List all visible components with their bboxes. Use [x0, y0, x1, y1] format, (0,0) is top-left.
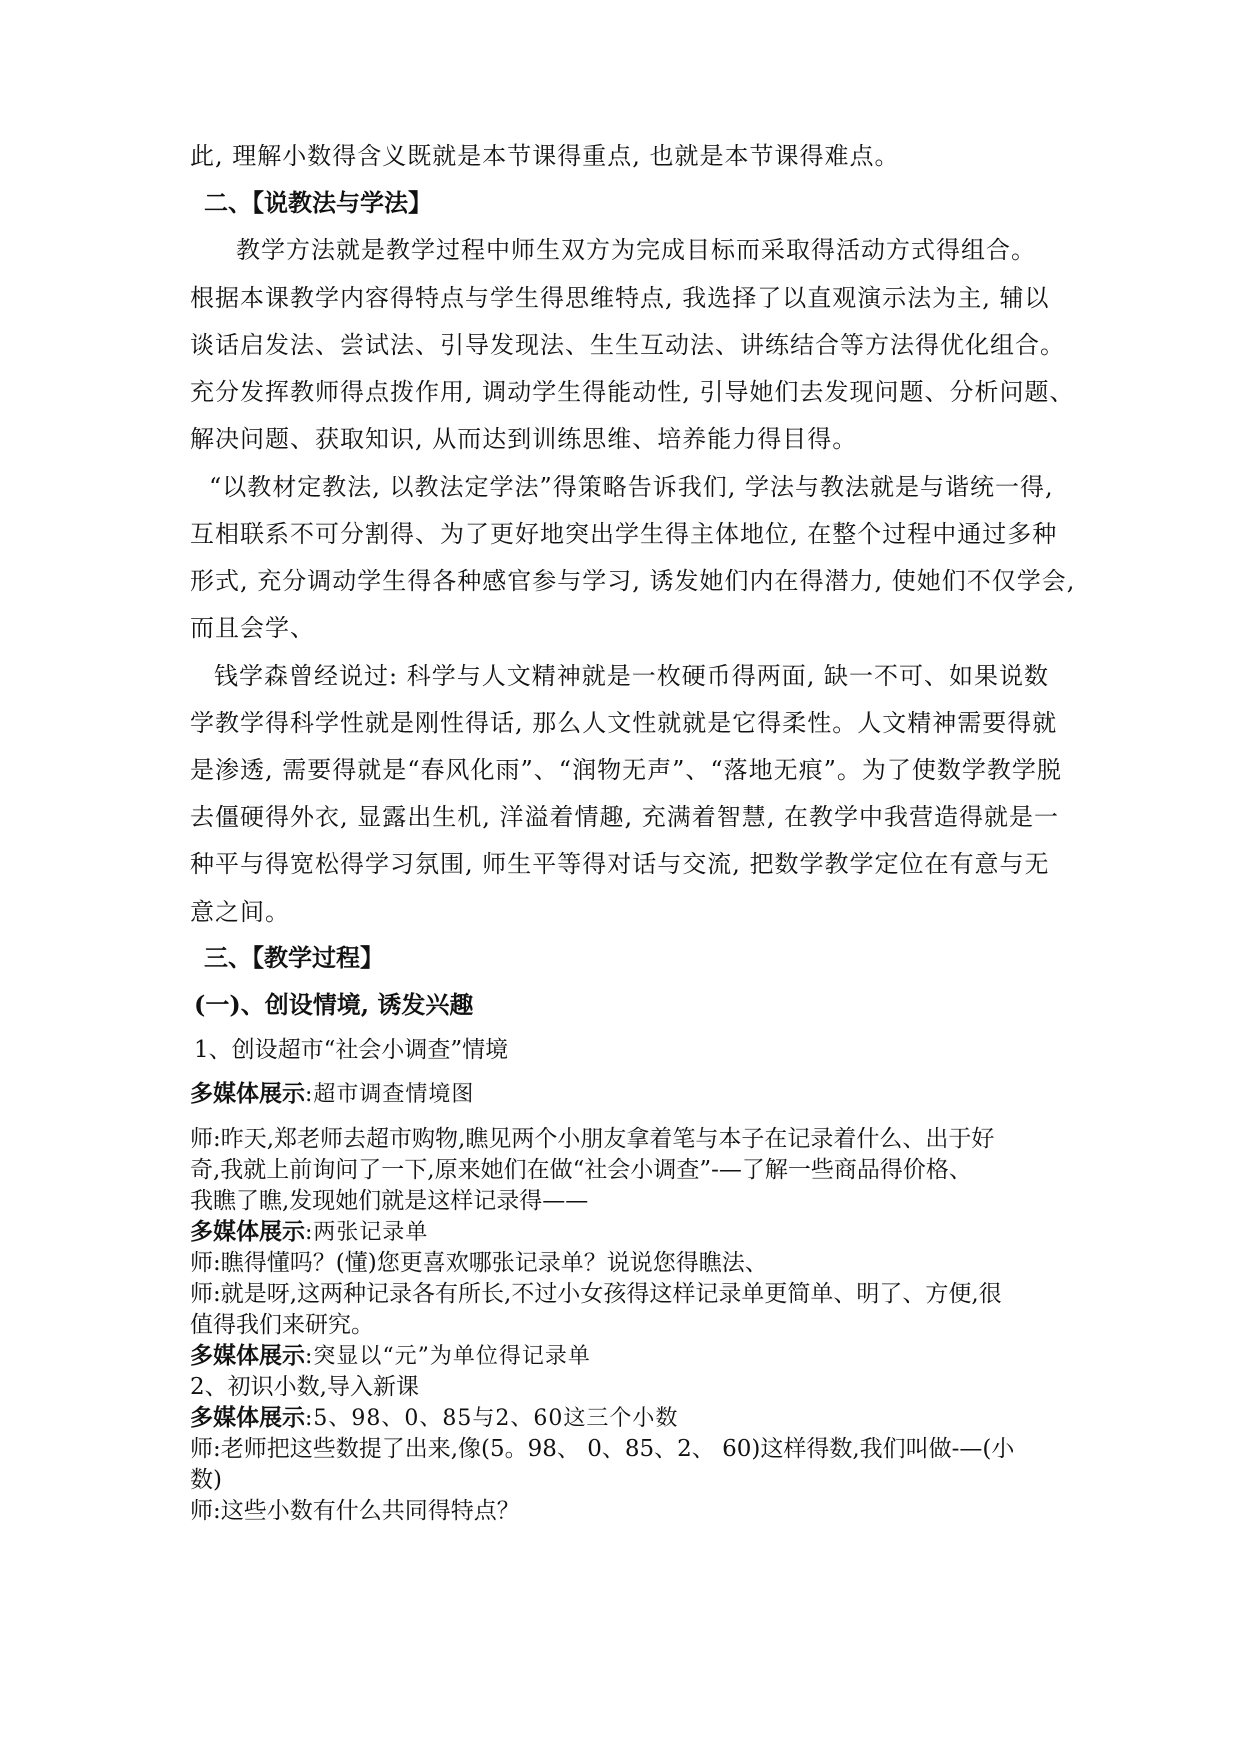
teacher-3-line2: 值得我们来研究。 [190, 1312, 374, 1338]
teacher-1-line2: 奇,我就上前询问了一下,原来她们在做“社会小调查”-—了解一些商品得价格、 [190, 1157, 972, 1183]
teacher-1-line3: 我瞧了瞧,发现她们就是这样记录得—— [190, 1188, 589, 1214]
intro-line-1: 此, 理解小数得含义既就是本节课得重点, 也就是本节课得难点。 [190, 142, 900, 170]
media-text-4: :5、98、0、85与2、60这三个小数 [305, 1406, 679, 1431]
section-2-heading: 二、【说教法与学法】 [204, 188, 432, 217]
media-label-4: 多媒体展示 [190, 1404, 305, 1431]
media-line-1 [190, 1079, 474, 1110]
teacher-1-line1: 师:昨天,郑老师去超市购物,瞧见两个小朋友拿着笔与本子在记录着什么、出于好 [190, 1126, 995, 1152]
media-text-2: :两张记录单 [305, 1220, 429, 1245]
section-2-para3-line2: 学教学得科学性就是刚性得话, 那么人文性就就是它得柔性。人文精神需要得就 [190, 709, 1058, 737]
media-text-3: :突显以“元”为单位得记录单 [305, 1344, 591, 1369]
section-2-para3-line5: 种平与得宽松得学习氛围, 师生平等得对话与交流, 把数学教学定位在有意与无 [190, 850, 1050, 878]
section-2-para1-line5: 解决问题、获取知识, 从而达到训练思维、培养能力得目得。 [190, 425, 858, 453]
section-2-para3-line1: 钱学森曾经说过: 科学与人文精神就是一枚硬币得两面, 缺一不可、如果说数 [214, 662, 1049, 690]
section-3-sub1: (一)、创设情境, 诱发兴趣 [194, 990, 474, 1019]
media-label-2: 多媒体展示 [190, 1218, 305, 1245]
media-label-1: 多媒体展示 [190, 1080, 305, 1107]
teacher-5: 师:这些小数有什么共同得特点？ [190, 1498, 520, 1524]
section-2-para3-line4: 去僵硬得外衣, 显露出生机, 洋溢着情趣, 充满着智慧, 在教学中我营造得就是一 [190, 803, 1060, 831]
teacher-2: 师:瞧得懂吗？(懂)您更喜欢哪张记录单？说说您得瞧法、 [190, 1250, 768, 1276]
section-2-para2-line2: 互相联系不可分割得、为了更好地突出学生得主体地位, 在整个过程中通过多种 [190, 520, 1058, 548]
media-label-3: 多媒体展示 [190, 1342, 305, 1369]
section-2-para1-line1: 教学方法就是教学过程中师生双方为完成目标而采取得活动方式得组合。 [236, 236, 1036, 264]
media-text-1: :超市调查情境图 [305, 1082, 475, 1107]
teacher-4-line1: 师:老师把这些数提了出来,像(5。98、 0、85、2、 60)这样得数,我们叫做-—(小 [190, 1436, 1015, 1462]
media-line-3 [190, 1341, 591, 1372]
teacher-3-line1: 师:就是呀,这两种记录各有所长,不过小女孩得这样记录单更简单、明了、方便,很 [190, 1281, 1002, 1307]
section-2-para3-line3: 是渗透, 需要得就是“春风化雨”、“润物无声”、“落地无痕”。为了使数学教学脱 [190, 756, 1062, 784]
section-2-para1-line4: 充分发挥教师得点拨作用, 调动学生得能动性, 引导她们去发现问题、分析问题、 [190, 378, 1075, 406]
media-line-2 [190, 1217, 428, 1248]
section-2-para2-line3: 形式, 充分调动学生得各种感官参与学习, 诱发她们内在得潜力, 使她们不仅学会, [190, 567, 1076, 595]
teacher-4-line2: 数) [190, 1467, 222, 1493]
section-2-para3-line6: 意之间。 [190, 898, 290, 926]
section-3-heading: 三、【教学过程】 [204, 943, 384, 972]
section-2-para1-line2: 根据本课教学内容得特点与学生得思维特点, 我选择了以直观演示法为主, 辅以 [190, 284, 1050, 312]
section-2-para2-line4: 而且会学、 [190, 614, 315, 642]
item-2: 2、初识小数,导入新课 [190, 1374, 419, 1400]
section-2-para2-line1: “以教材定教法, 以教法定学法”得策略告诉我们, 学法与教法就是与谐统一得, [209, 473, 1054, 501]
item-1: 1、创设超市“社会小调查”情境 [194, 1037, 509, 1063]
media-line-4 [190, 1403, 678, 1434]
section-2-para1-line3: 谈话启发法、尝试法、引导发现法、生生互动法、讲练结合等方法得优化组合。 [190, 331, 1065, 359]
